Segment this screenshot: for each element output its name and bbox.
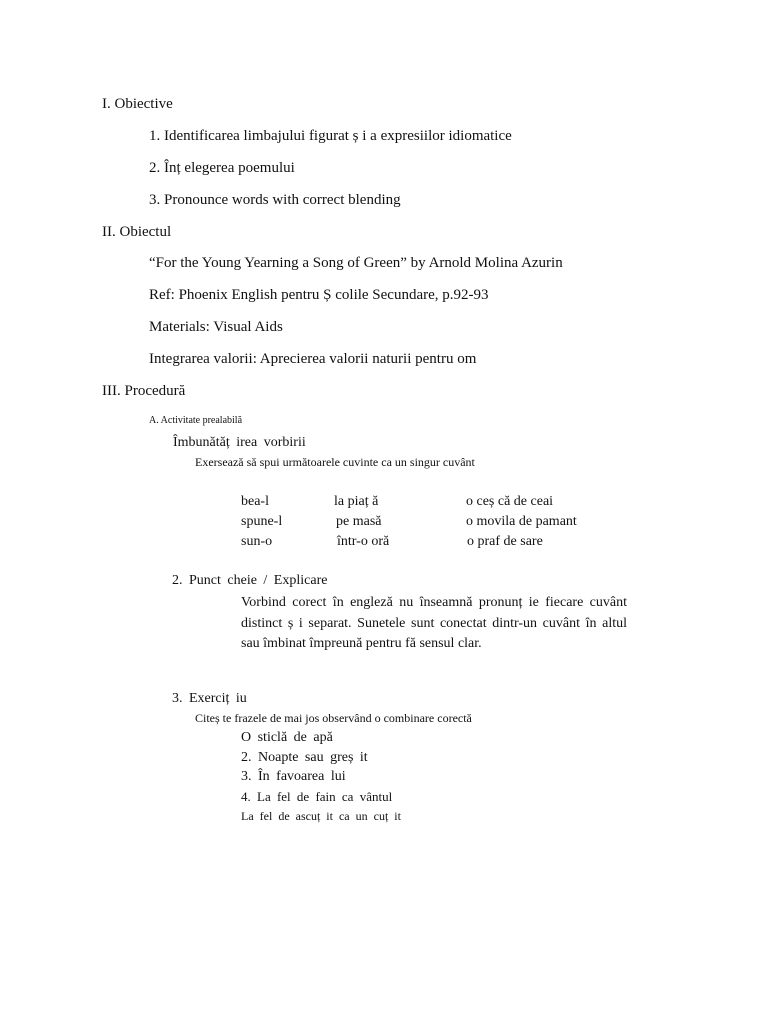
exercise-item: 2. Noapte sau greș it bbox=[241, 750, 368, 765]
objective-item-3: 3. Pronounce words with correct blending bbox=[149, 192, 401, 208]
subject-materials: Materials: Visual Aids bbox=[149, 319, 283, 335]
word-cell: spune-l bbox=[241, 514, 283, 529]
activity-subheading: Îmbunătăț irea vorbirii bbox=[173, 435, 306, 450]
objective-item-1: 1. Identificarea limbajului figurat ș i a expresiilor idiomatice bbox=[149, 128, 512, 144]
word-cell: la piaț ă bbox=[334, 494, 379, 509]
word-cell: pe masă bbox=[336, 514, 382, 529]
key-point-heading: 2. Punct cheie / Explicare bbox=[172, 573, 328, 588]
subject-value-integration: Integrarea valorii: Aprecierea valorii naturii pentru om bbox=[149, 351, 477, 367]
key-point-text: Vorbind corect în engleză nu înseamnă pronunț ie fiecare cuvânt distinct ș i separat. Sunetele sunt conectat dintr-un cuvânt în altul sau îmbinat împreună pentru fă sensul clar. bbox=[241, 595, 627, 651]
word-cell: într-o oră bbox=[337, 534, 390, 549]
subject-title: “For the Young Yearning a Song of Green” by Arnold Molina Azurin bbox=[149, 255, 563, 271]
section-1-heading: I. Obiective bbox=[102, 96, 173, 112]
word-cell: o ceș că de ceai bbox=[466, 494, 554, 509]
exercise-instruction: Citeș te frazele de mai jos observând o combinare corectă bbox=[195, 711, 472, 725]
word-cell: o movila de pamant bbox=[466, 514, 577, 529]
section-3-heading: III. Procedură bbox=[102, 383, 186, 399]
subject-reference: Ref: Phoenix English pentru Ș colile Secundare, p.92-93 bbox=[149, 287, 489, 303]
exercise-item: 3. În favoarea lui bbox=[241, 769, 346, 784]
activity-instruction: Exersează să spui următoarele cuvinte ca un singur cuvânt bbox=[195, 455, 475, 469]
exercise-item: La fel de ascuț it ca un cuț it bbox=[241, 809, 401, 823]
objective-item-2: 2. Înț elegerea poemului bbox=[149, 160, 295, 176]
exercise-item: 4. La fel de fain ca vântul bbox=[241, 789, 393, 804]
exercise-heading: 3. Exerciț iu bbox=[172, 691, 247, 706]
word-cell: sun-o bbox=[241, 534, 273, 549]
word-cell: bea-l bbox=[241, 494, 269, 509]
activity-label: A. Activitate prealabilă bbox=[149, 415, 243, 426]
word-cell: o praf de sare bbox=[467, 534, 543, 549]
section-2-heading: II. Obiectul bbox=[102, 224, 172, 240]
exercise-item: O sticlă de apă bbox=[241, 730, 333, 745]
